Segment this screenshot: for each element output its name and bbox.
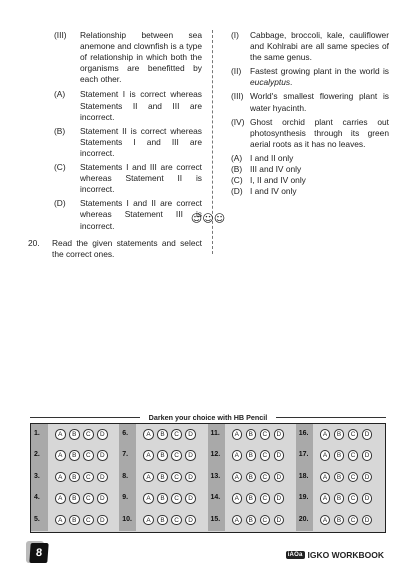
answer-bubble-d[interactable]: D [185,515,196,526]
statement-text-italic: eucalyptus [250,77,291,88]
answer-bubble-d[interactable]: D [185,472,196,483]
option-label: (B) [54,125,66,136]
answer-bubble-c[interactable]: C [348,450,359,461]
answer-question-number: 2. [34,451,40,459]
option-a[interactable] [231,153,389,164]
answer-bubble-a[interactable]: A [320,450,331,461]
answer-column [119,424,207,531]
right-column [231,30,389,197]
answer-question-number: 7. [122,451,129,459]
answer-bubble-c[interactable]: C [83,472,94,483]
answer-bubble-c[interactable]: C [260,515,271,526]
answer-bubble-c[interactable]: C [171,493,182,504]
answer-bubble-d[interactable]: D [97,450,108,461]
option-c[interactable] [28,162,202,195]
answer-column [31,424,119,531]
answer-bubble-b[interactable]: B [157,429,168,440]
question-text: Read the given statements and select the correct ones. [52,237,202,259]
answer-bubble-d[interactable]: D [362,515,373,526]
answer-bubble-b[interactable]: B [246,472,257,483]
answer-bubble-c[interactable]: C [260,493,271,504]
answer-grid-title: Darken your choice with HB Pencil [148,413,268,422]
book-title: IGKO WORKBOOK [307,550,384,560]
statement-label: (III) [54,30,67,40]
answer-bubble-b[interactable]: B [246,493,257,504]
answer-bubble-a[interactable]: A [232,472,243,483]
option-label: (B) [231,164,243,175]
statement-iii [28,30,202,85]
answer-bubble-d[interactable]: D [274,450,285,461]
answer-bubble-b[interactable]: B [246,429,257,440]
option-text: I, II and IV only [250,175,306,186]
question-20 [28,238,202,260]
answer-question-number: 8. [122,472,129,480]
question-number: 20. [28,237,40,248]
option-c[interactable] [231,175,389,186]
answer-question-number: 10. [122,515,132,523]
answer-bubble-b[interactable]: B [334,450,345,461]
answer-bubble-c[interactable]: C [83,450,94,461]
page-number: 8 [29,543,48,563]
answer-bubble-d[interactable]: D [362,472,373,483]
statement-label: (II) [231,66,242,77]
answer-bubble-b[interactable]: B [69,472,80,483]
answer-bubble-a[interactable]: A [143,472,154,483]
answer-bubble-d[interactable]: D [274,472,285,483]
option-text: Statement II is correct whereas Statements I and III are incorrect. [80,125,202,158]
answer-bubble-d[interactable]: D [362,429,373,440]
statement-text [250,66,389,88]
answer-bubble-a[interactable]: A [143,429,154,440]
answer-question-number: 18. [298,472,309,480]
statement-label: (I) [231,30,239,40]
option-text: Statement I is correct whereas Statements II and III are incorrect. [80,89,202,122]
answer-bubble-c[interactable]: C [83,493,94,504]
answer-question-number: 19. [298,494,309,502]
answer-bubble-b[interactable]: B [334,493,345,504]
answer-bubble-b[interactable]: B [69,515,80,526]
answer-question-number: 11. [210,430,220,437]
statement-iii [231,91,389,113]
answer-bubble-a[interactable]: A [232,450,243,461]
end-marker-smileys: ☺☺☺ [190,212,226,225]
answer-bubble-a[interactable]: A [143,493,154,504]
answer-bubble-a[interactable]: A [55,429,66,440]
option-d[interactable] [231,186,389,197]
answer-bubble-b[interactable]: B [157,450,168,461]
answer-bubble-a[interactable]: A [232,493,243,504]
answer-bubble-c[interactable]: C [171,429,182,440]
option-label: (D) [54,198,66,209]
option-text: Statements I and III are correct whereas Statement II is incorrect. [80,162,202,195]
answer-bubble-c[interactable]: C [260,429,271,440]
left-column [28,30,202,263]
answer-bubble-d[interactable]: D [185,493,196,504]
option-text: I and II only [250,152,294,163]
statement-text: World's smallest flowering plant is water hyacinth. [250,91,389,113]
answer-bubble-c[interactable]: C [83,515,94,526]
statement-text: Ghost orchid plant carries out photosynthesis through its green aerial roots as it has no leaves. [250,116,389,149]
answer-question-number: 6. [122,430,129,437]
answer-question-number: 13. [210,472,221,480]
answer-bubble-d[interactable]: D [274,429,285,440]
answer-bubble-a[interactable]: A [143,450,154,461]
option-text: Statements I and II are correct whereas Statement III is incorrect. [80,198,202,231]
answer-bubble-a[interactable]: A [232,429,243,440]
answer-question-number: 15. [210,515,221,523]
statement-label: (III) [231,91,244,102]
answer-bubble-d[interactable]: D [97,515,108,526]
answer-bubble-c[interactable]: C [83,429,94,440]
answer-bubble-b[interactable]: B [334,429,345,440]
answer-bubble-d[interactable]: D [97,429,108,440]
answer-bubble-a[interactable]: A [232,515,243,526]
answer-bubble-c[interactable]: C [260,472,271,483]
answer-bubble-b[interactable]: B [69,450,80,461]
option-label: (D) [231,186,243,197]
answer-question-number: 20. [298,515,309,523]
answer-bubble-d[interactable]: D [97,472,108,483]
statement-text: Relationship between sea anemone and clownfish is a type of relationship in which both the organisms are benefitted by each other. [80,30,202,85]
answer-bubble-a[interactable]: A [143,515,154,526]
answer-bubble-b[interactable]: B [157,472,168,483]
answer-bubble-a[interactable]: A [320,493,331,504]
statement-text-end: . [290,77,293,88]
answer-grid [30,423,386,533]
answer-bubble-c[interactable]: C [348,472,359,483]
answer-bubble-a[interactable]: A [55,493,66,504]
statement-label: (IV) [231,116,245,127]
workbook-brand [286,550,384,560]
answer-bubble-b[interactable]: B [157,493,168,504]
answer-bubble-c[interactable]: C [171,515,182,526]
option-b[interactable] [231,164,389,175]
answer-bubble-a[interactable]: A [55,450,66,461]
answer-bubble-a[interactable]: A [55,515,66,526]
answer-bubble-d[interactable]: D [185,429,196,440]
answer-bubble-a[interactable]: A [320,472,331,483]
answer-bubble-b[interactable]: B [246,515,257,526]
answer-bubble-c[interactable]: C [171,472,182,483]
answer-bubble-c[interactable]: C [348,429,359,440]
answer-bubble-a[interactable]: A [320,429,331,440]
answer-question-number: 12. [210,451,221,459]
option-text: I and IV only [250,186,297,197]
answer-bubble-d[interactable]: D [274,515,285,526]
answer-bubble-d[interactable]: D [97,493,108,504]
answer-question-number: 17. [298,451,309,459]
answer-bubble-b[interactable]: B [334,515,345,526]
option-b[interactable] [28,126,202,159]
answer-bubble-b[interactable]: B [334,472,345,483]
answer-bubble-a[interactable]: A [320,515,331,526]
answer-bubble-d[interactable]: D [185,450,196,461]
answer-bubble-c[interactable]: C [171,450,182,461]
option-text: III and IV only [250,164,302,175]
option-label: (A) [231,152,243,163]
answer-question-number: 3. [34,472,40,480]
answer-bubble-c[interactable]: C [260,450,271,461]
answer-question-number: 1. [34,430,40,437]
answer-bubble-d[interactable]: D [362,450,373,461]
statement-text: Cabbage, broccoli, kale, cauliflower and Kohlrabi are all same species of the same genus. [250,30,389,63]
answer-bubble-b[interactable]: B [69,429,80,440]
answer-question-number: 4. [34,494,40,502]
answer-bubble-c[interactable]: C [348,515,359,526]
answer-column [208,424,296,531]
option-label: (A) [54,89,66,100]
option-a[interactable] [28,89,202,122]
statement-iv [231,117,389,150]
answer-bubble-b[interactable]: B [157,515,168,526]
answer-bubble-d[interactable]: D [274,493,285,504]
answer-bubble-b[interactable]: B [69,493,80,504]
answer-question-number: 16. [298,430,309,437]
answer-question-number: 14. [210,494,221,502]
answer-bubble-b[interactable]: B [246,450,257,461]
answer-bubble-d[interactable]: D [362,493,373,504]
answer-column [296,424,384,531]
answer-question-number: 5. [34,515,40,523]
answer-question-number: 9. [122,494,129,502]
brand-logo: iAOa [287,552,303,558]
option-label: (C) [231,175,243,186]
answer-bubble-a[interactable]: A [55,472,66,483]
statement-text-start: Fastest growing plant in the world is [250,66,389,77]
answer-bubble-c[interactable]: C [348,493,359,504]
statement-i [231,30,389,63]
option-label: (C) [54,162,66,173]
statement-ii [231,66,389,88]
